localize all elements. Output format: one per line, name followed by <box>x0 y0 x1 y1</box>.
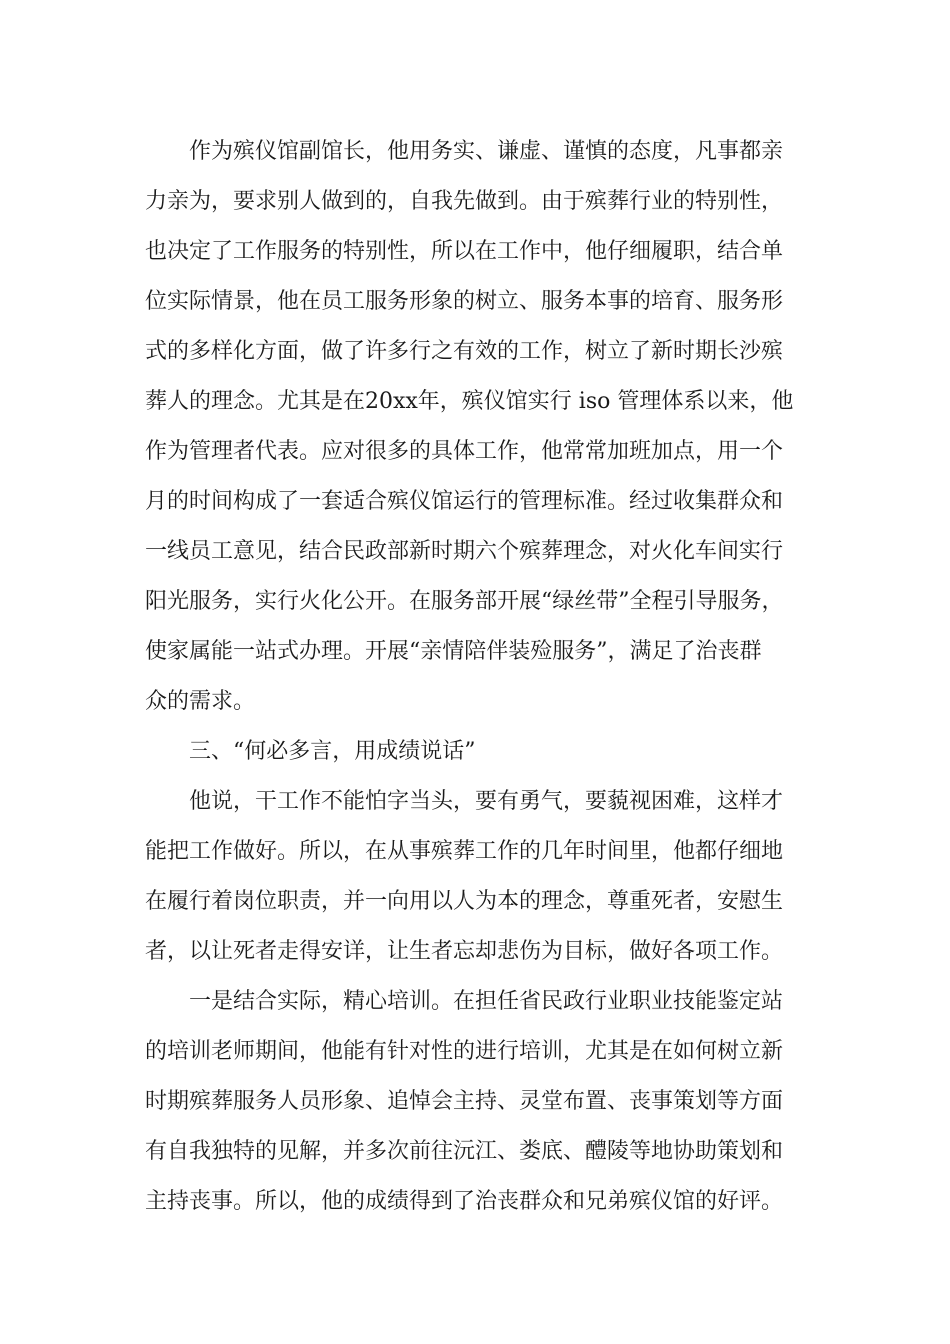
text-line: 位实际情景，他在员工服务形象的树立、服务本事的培育、服务形 <box>145 289 784 314</box>
text-line: 作为殡仪馆副馆长，他用务实、谦虚、谨慎的态度，凡事都亲 <box>189 139 784 164</box>
text-line: 者，以让死者走得安详，让生者忘却悲伤为目标，做好各项工作。 <box>145 939 784 964</box>
text-line: 主持丧事。所以，他的成绩得到了治丧群众和兄弟殡仪馆的好评。 <box>145 1189 784 1214</box>
paragraph-work-approach <box>145 127 810 727</box>
text-line: 的培训老师期间，他能有针对性的进行培训，尤其是在如何树立新 <box>145 1039 784 1064</box>
text-line: 月的时间构成了一套适合殡仪馆运行的管理标准。经过收集群众和 <box>145 489 784 514</box>
text-line: 作为管理者代表。应对很多的具体工作，他常常加班加点，用一个 <box>145 439 784 464</box>
text-line: 式的多样化方面，做了许多行之有效的工作，树立了新时期长沙殡 <box>145 339 784 364</box>
text-line: 葬人的理念。尤其是在20xx年，殡仪馆实行 iso 管理体系以来，他 <box>145 389 794 414</box>
paragraph-training <box>145 977 810 1227</box>
text-line: 一线员工意见，结合民政部新时期六个殡葬理念，对火化车间实行 <box>145 539 784 564</box>
section-heading-three <box>145 727 810 777</box>
document-body <box>145 127 810 1227</box>
text-line: 有自我独特的见解，并多次前往沅江、娄底、醴陵等地协助策划和 <box>145 1139 784 1164</box>
text-line: 时期殡葬服务人员形象、追悼会主持、灵堂布置、丧事策划等方面 <box>145 1089 784 1114</box>
section-heading-text: 三、“何必多言，用成绩说话” <box>189 739 476 764</box>
text-line: 一是结合实际，精心培训。在担任省民政行业职业技能鉴定站 <box>189 989 784 1014</box>
text-line: 众的需求。 <box>145 689 256 714</box>
paragraph-courage <box>145 777 810 977</box>
text-line: 力亲为，要求别人做到的，自我先做到。由于殡葬行业的特别性， <box>145 189 784 214</box>
text-line: 能把工作做好。所以，在从事殡葬工作的几年时间里，他都仔细地 <box>145 839 784 864</box>
text-line: 也决定了工作服务的特别性，所以在工作中，他仔细履职，结合单 <box>145 239 784 264</box>
text-line: 他说，干工作不能怕字当头，要有勇气，要藐视困难，这样才 <box>189 789 784 814</box>
text-line: 在履行着岗位职责，并一向用以人为本的理念，尊重死者，安慰生 <box>145 889 784 914</box>
text-line: 使家属能一站式办理。开展“亲情陪伴装殓服务”，满足了治丧群 <box>145 639 762 664</box>
text-line: 阳光服务，实行火化公开。在服务部开展“绿丝带”全程引导服务， <box>145 589 784 614</box>
